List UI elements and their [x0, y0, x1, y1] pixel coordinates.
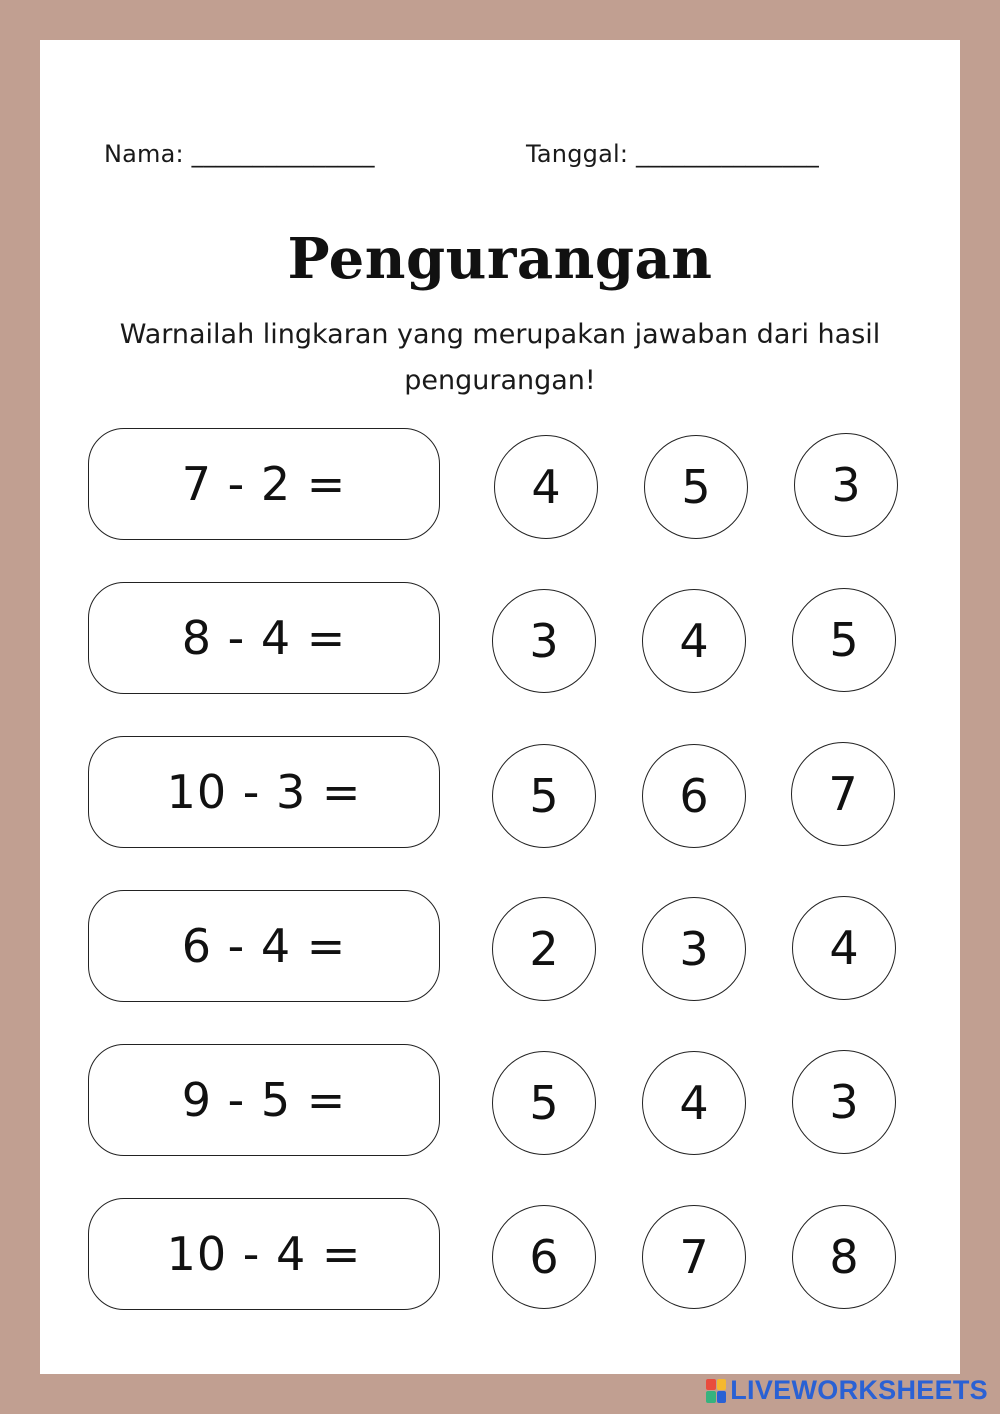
problem-box: 6 - 4 = — [88, 890, 440, 1002]
answer-option-circle[interactable]: 5 — [492, 744, 596, 848]
problem-box: 9 - 5 = — [88, 1044, 440, 1156]
logo-tile-green — [706, 1391, 716, 1403]
logo-tile-blue — [717, 1391, 727, 1403]
logo-tile-yellow — [717, 1379, 727, 1391]
answer-option-circle[interactable]: 4 — [642, 1051, 746, 1155]
answer-option-circle[interactable]: 7 — [791, 742, 895, 846]
answer-option-circle[interactable]: 3 — [794, 433, 898, 537]
answer-option-circle[interactable]: 6 — [642, 744, 746, 848]
name-field[interactable]: Nama: _______________ — [104, 140, 375, 168]
answer-option-circle[interactable]: 4 — [642, 589, 746, 693]
answer-option-circle[interactable]: 6 — [492, 1205, 596, 1309]
problem-box: 10 - 4 = — [88, 1198, 440, 1310]
answer-option-circle[interactable]: 5 — [644, 435, 748, 539]
worksheet-page — [40, 40, 960, 1374]
answer-option-circle[interactable]: 3 — [792, 1050, 896, 1154]
answer-option-circle[interactable]: 5 — [792, 588, 896, 692]
answer-option-circle[interactable]: 3 — [642, 897, 746, 1001]
problem-box: 10 - 3 = — [88, 736, 440, 848]
liveworksheets-logo-icon — [706, 1379, 726, 1403]
logo-tile-red — [706, 1379, 716, 1391]
date-field[interactable]: Tanggal: _______________ — [526, 140, 819, 168]
answer-option-circle[interactable]: 4 — [494, 435, 598, 539]
problem-box: 8 - 4 = — [88, 582, 440, 694]
watermark-text: LIVEWORKSHEETS — [730, 1375, 988, 1405]
answer-option-circle[interactable]: 4 — [792, 896, 896, 1000]
instruction-text: Warnailah lingkaran yang merupakan jawaban dari hasil pengurangan! — [119, 319, 881, 396]
answer-option-circle[interactable]: 2 — [492, 897, 596, 1001]
problem-box: 7 - 2 = — [88, 428, 440, 540]
answer-option-circle[interactable]: 5 — [492, 1051, 596, 1155]
liveworksheets-watermark — [706, 1375, 988, 1406]
page-title: Pengurangan — [287, 226, 713, 292]
answer-option-circle[interactable]: 8 — [792, 1205, 896, 1309]
answer-option-circle[interactable]: 7 — [642, 1205, 746, 1309]
answer-option-circle[interactable]: 3 — [492, 589, 596, 693]
